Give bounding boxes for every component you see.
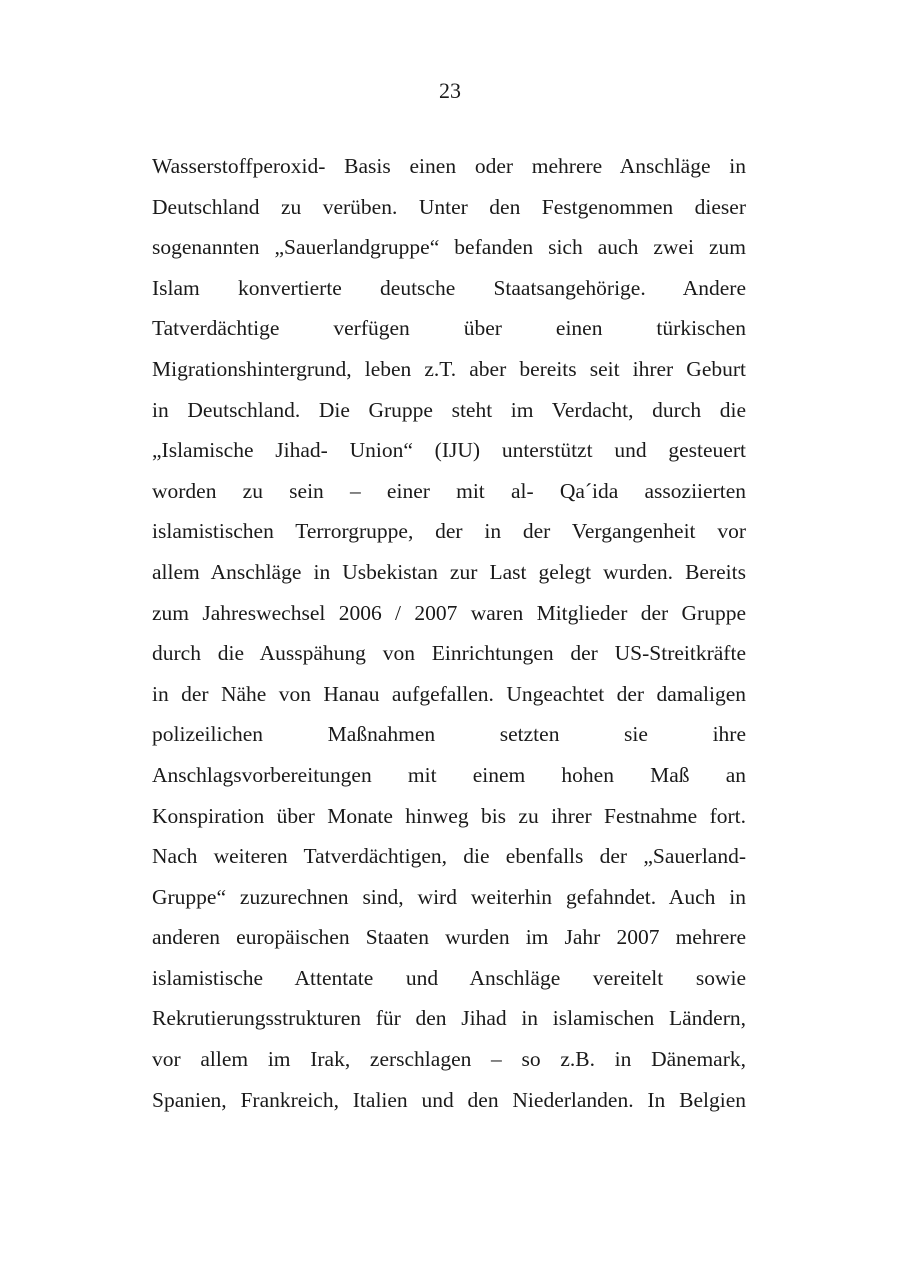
- text-line: Spanien, Frankreich, Italien und den Niederlanden. In Belgien: [152, 1087, 746, 1112]
- text-line: Gruppe“ zuzurechnen sind, wird weiterhin gefahndet. Auch in: [152, 884, 746, 909]
- text-line: Migrationshintergrund, leben z.T. aber bereits seit ihrer Geburt: [152, 356, 746, 381]
- text-line: allem Anschläge in Usbekistan zur Last gelegt wurden. Bereits: [152, 559, 746, 584]
- text-line: anderen europäischen Staaten wurden im Jahr 2007 mehrere: [152, 925, 746, 950]
- text-line: vor allem im Irak, zerschlagen – so z.B. in Dänemark,: [152, 1047, 746, 1072]
- body-paragraph: [152, 146, 746, 1120]
- text-line: in der Nähe von Hanau aufgefallen. Ungeachtet der damaligen: [152, 681, 746, 706]
- text-line: Islam konvertierte deutsche Staatsangehörige. Andere: [152, 275, 746, 300]
- text-line: durch die Ausspähung von Einrichtungen der US-Streitkräfte: [152, 641, 746, 666]
- text-line: sogenannten „Sauerlandgruppe“ befanden sich auch zwei zum: [152, 235, 746, 260]
- text-line: worden zu sein – einer mit al- Qa´ida assoziierten: [152, 478, 746, 503]
- text-line: „Islamische Jihad- Union“ (IJU) unterstützt und gesteuert: [152, 438, 746, 463]
- text-line: Anschlagsvorbereitungen mit einem hohen Maß an: [152, 762, 746, 787]
- text-line: in Deutschland. Die Gruppe steht im Verdacht, durch die: [152, 397, 746, 422]
- text-line: Tatverdächtige verfügen über einen türkischen: [152, 316, 746, 341]
- text-line: islamistische Attentate und Anschläge vereitelt sowie: [152, 965, 746, 990]
- text-line: Konspiration über Monate hinweg bis zu ihrer Festnahme fort.: [152, 803, 746, 828]
- text-line: polizeilichen Maßnahmen setzten sie ihre: [152, 722, 746, 747]
- page-number: 23: [439, 78, 461, 103]
- text-line: zum Jahreswechsel 2006 / 2007 waren Mitglieder der Gruppe: [152, 600, 746, 625]
- text-line: Rekrutierungsstrukturen für den Jihad in islamischen Ländern,: [152, 1006, 746, 1031]
- text-line: Deutschland zu verüben. Unter den Festgenommen dieser: [152, 194, 746, 219]
- text-line: Wasserstoffperoxid- Basis einen oder mehrere Anschläge in: [152, 154, 746, 178]
- text-line: islamistischen Terrorgruppe, der in der Vergangenheit vor: [152, 519, 746, 544]
- text-line: Nach weiteren Tatverdächtigen, die ebenfalls der „Sauerland-: [152, 844, 746, 869]
